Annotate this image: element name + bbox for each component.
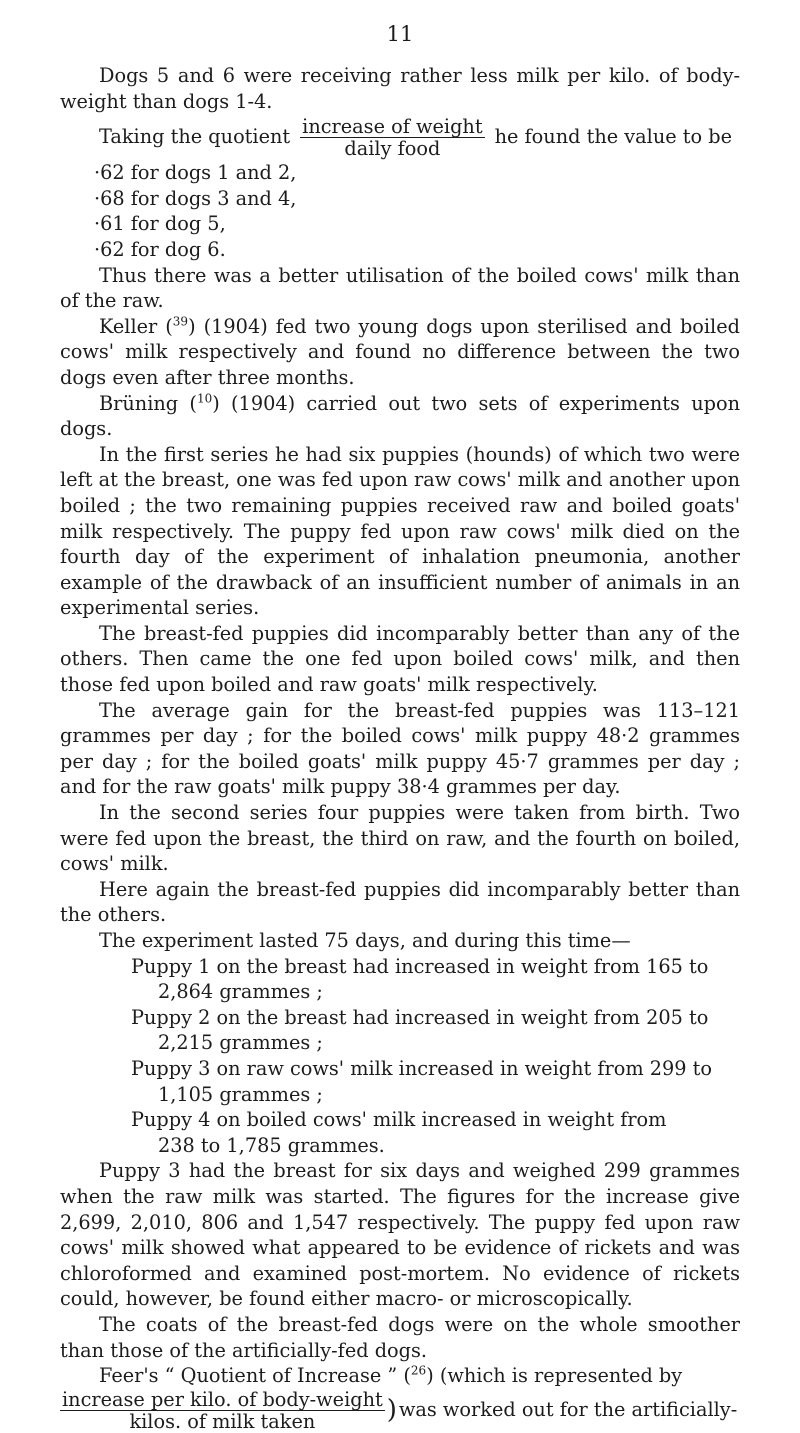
keller-name: Keller (: [99, 314, 173, 338]
quotient-outro: he found the value to be: [494, 125, 733, 149]
bruning-name: Brüning (: [99, 391, 197, 415]
bruning-ref: 10: [196, 391, 213, 406]
feer-formula: [60, 1389, 740, 1432]
value-item: ·61 for dog 5,: [94, 212, 226, 236]
puppy-entry-first: Puppy 4 on boiled cows' milk increased in weight from: [131, 1108, 667, 1132]
puppy-entry-cont: 238 to 1,785 grammes.: [158, 1133, 385, 1157]
puppy-entry: [60, 1056, 740, 1107]
keller-ref: 39: [172, 314, 189, 329]
body-text: [60, 63, 740, 1432]
paragraph-feer: [60, 1363, 740, 1389]
paragraph-coats: The coats of the breast-fed dogs were on the whole smoother than those of the artificially-fed dogs.: [60, 1312, 740, 1362]
feer-numerator: increase per kilo. of body-weight: [62, 1387, 383, 1411]
puppy-entry-first: Puppy 2 on the breast had increased in weight from 205 to: [131, 1005, 709, 1029]
feer-ref: 26: [410, 1363, 427, 1378]
feer-denominator: kilos. of milk taken: [129, 1409, 316, 1433]
quotient-numerator: increase of weight: [302, 114, 483, 138]
closing-brace: ): [386, 1395, 397, 1426]
paragraph-bruning: [60, 391, 740, 442]
paragraph-second-series: In the second series four puppies were taken from birth. Two were fed upon the breast, the third on raw, and the fourth on boiled, cows' milk.: [60, 801, 740, 876]
keller-text: ) (1904) fed two young dogs upon sterilised and boiled cows' milk respectively and found no difference between the two dogs even after three months.: [60, 314, 740, 389]
value-item: ·62 for dogs 1 and 2,: [94, 161, 297, 185]
puppy-entry-cont: 2,215 grammes ;: [158, 1031, 323, 1055]
paragraph-first-series: In the first series he had six puppies (hounds) of which two were left at the breast, one was fed upon raw cows' milk and another upon boiled ; the two remaining puppies received raw and boiled goats' milk respectively. The puppy fed upon raw cows' milk died on the fourth day of the experiment of inhalation pneumonia, another example of the drawback of an insufficient number of animals in an experimental series.: [60, 442, 740, 620]
paragraph-dogs-5-6: Dogs 5 and 6 were receiving rather less milk per kilo. of body-weight than dogs 1-4.: [60, 64, 740, 113]
value-item: ·62 for dog 6.: [94, 237, 226, 261]
value-item: ·68 for dogs 3 and 4,: [94, 186, 297, 210]
feer-outro: was worked out for the artificially-: [398, 1398, 738, 1422]
paragraph-breast-fed: The breast-fed puppies did incomparably better than any of the others. Then came the one fed upon boiled cows' milk, and then those fed upon boiled and raw goats' milk respectively.: [60, 621, 740, 697]
puppy-entry-cont: 2,864 grammes ;: [158, 980, 323, 1004]
quotient-formula: [60, 114, 740, 160]
quotient-values: [60, 160, 740, 262]
feer-fraction: [60, 1389, 385, 1432]
paragraph-average-gain: The average gain for the breast-fed puppies was 113–121 grammes per day ; for the boiled cows' milk puppy 48·2 grammes per day ; for the boiled goats' milk puppy 45·7 grammes per day ; and for the raw goats' milk puppy 38·4 grammes per day.: [60, 698, 740, 799]
bruning-text: ) (1904) carried out two sets of experiments upon dogs.: [60, 391, 740, 441]
puppy-entry: [60, 1005, 740, 1056]
paragraph-keller: [60, 314, 740, 391]
feer-after: ) (which is represented by: [426, 1364, 683, 1388]
paragraph-puppy-3: Puppy 3 had the breast for six days and weighed 299 grammes when the raw milk was started. The figures for the increase give 2,699, 2,010, 806 and 1,547 respectively. The puppy fed upon raw cows' milk showed what appeared to be evidence of rickets and was chloroformed and examined post-mortem. No evidence of rickets could, however, be found either macro- or microscopically.: [60, 1159, 740, 1311]
puppy-entry-first: Puppy 1 on the breast had increased in weight from 165 to: [131, 954, 709, 978]
puppy-entry: [60, 954, 740, 1005]
page: [60, 22, 740, 1432]
paragraph-thus: Thus there was a better utilisation of the boiled cows' milk than of the raw.: [60, 263, 740, 313]
puppy-entry-first: Puppy 3 on raw cows' milk increased in weight from 299 to: [131, 1056, 713, 1080]
quotient-intro: Taking the quotient: [99, 125, 291, 149]
feer-text: Feer's “ Quotient of Increase ” (: [99, 1364, 411, 1388]
quotient-fraction: [300, 116, 484, 159]
paragraph-here-again: Here again the breast-fed puppies did incomparably better than the others.: [60, 877, 740, 927]
page-number: 11: [386, 22, 414, 46]
puppy-entry: [60, 1107, 740, 1158]
paragraph-experiment: The experiment lasted 75 days, and during this time—: [99, 929, 631, 952]
quotient-denominator: daily food: [344, 136, 441, 160]
puppy-entry-cont: 1,105 grammes ;: [158, 1082, 323, 1106]
